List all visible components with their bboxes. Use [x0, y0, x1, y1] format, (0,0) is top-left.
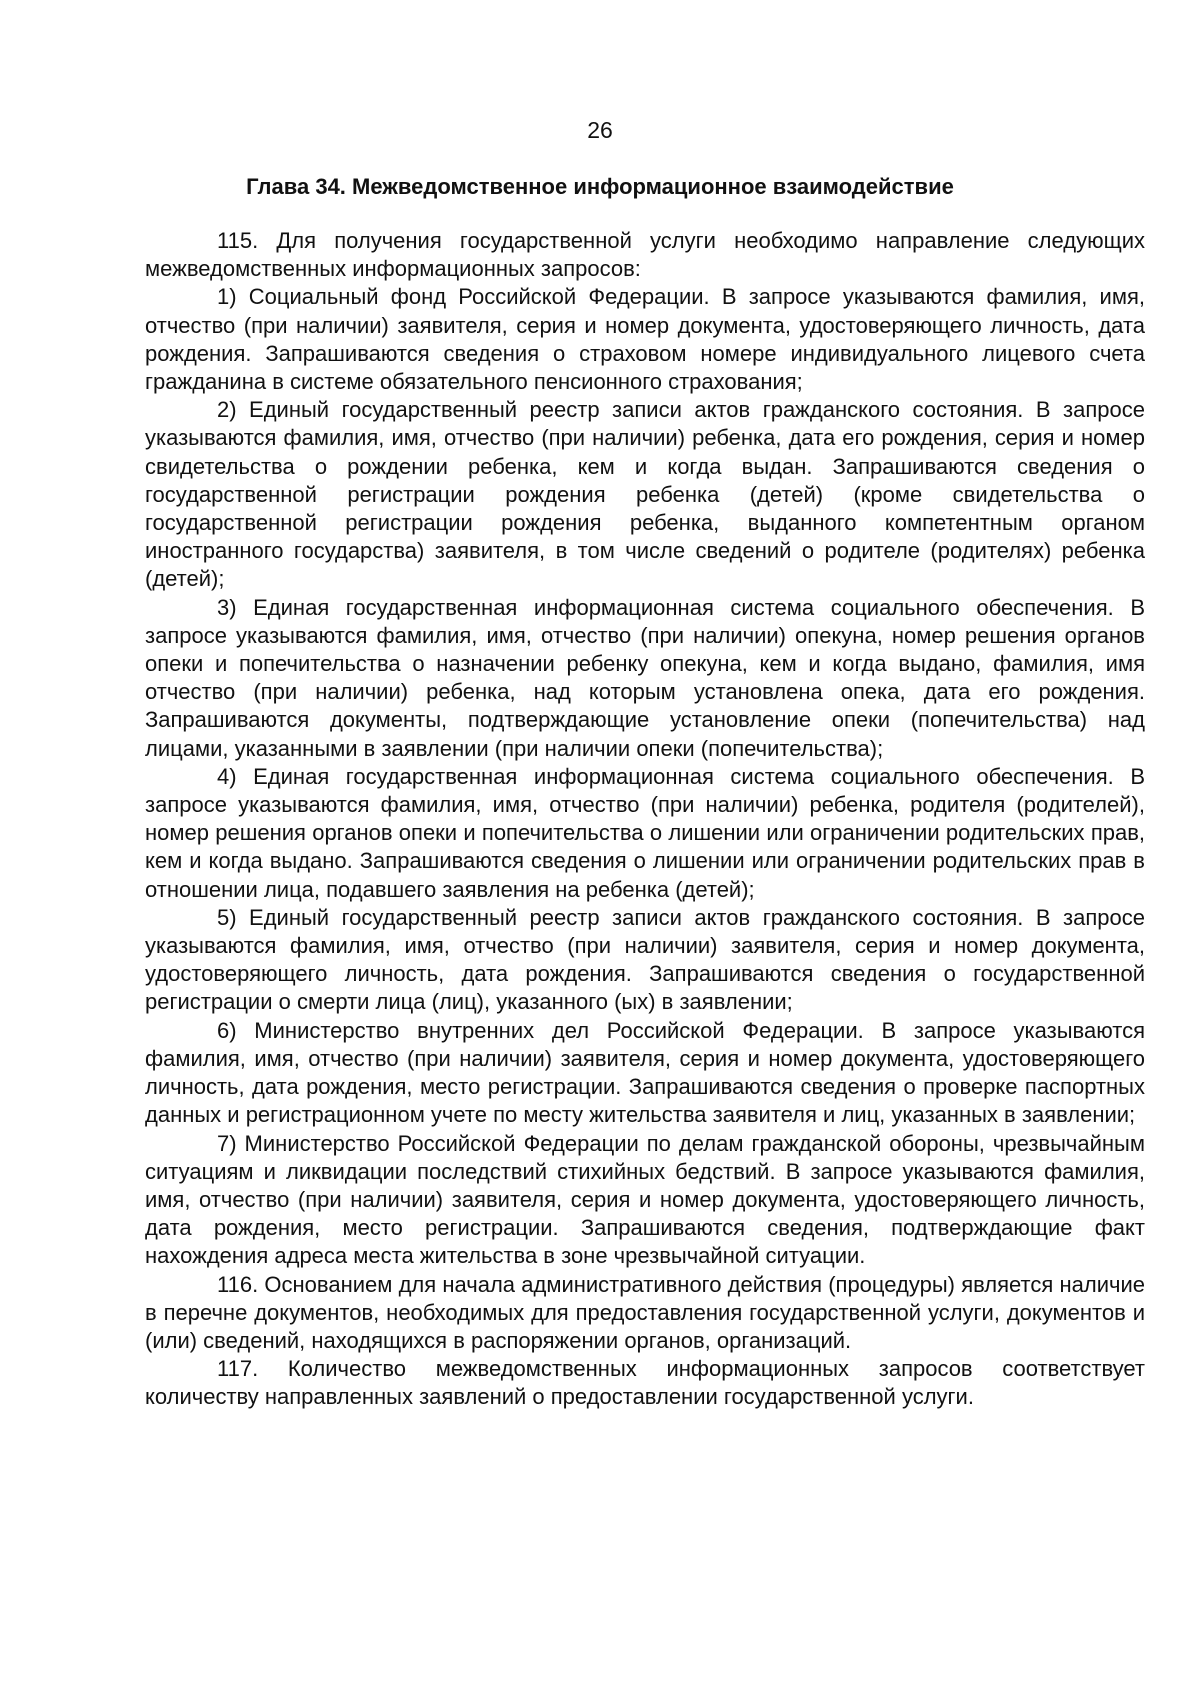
list-item-1: 1) Социальный фонд Российской Федерации. В запросе указываются фамилия, имя, отчество (при наличии) заявителя, серия и номер документа, удостоверяющего личность, дата рождения. Запрашиваются сведения о страховом номере индивидуального лицевого счета гражданина в системе обязательного пенсионного страхования; — [145, 284, 1145, 395]
list-item-6: 6) Министерство внутренних дел Российской Федерации. В запросе указываются фамилия, имя, отчество (при наличии) заявителя, серия и номер документа, удостоверяющего личность, дата рождения, место регистрации. Запрашиваются сведения о проверке паспортных данных и регистрационном учете по месту жительства заявителя и лиц, указанных в заявлении; — [145, 1017, 1145, 1128]
list-item-3: 3) Единая государственная информационная система социального обеспечения. В запросе указываются фамилия, имя, отчество (при наличии) опекуна, номер решения органов опеки и попечительства о назначении ребенку опекуна, кем и когда выдано, фамилия, имя отчество (при наличии) ребенка, над которым установлена опека, дата его рождения. Запрашиваются документы, подтверждающие установление опеки (попечительства) над лицами, указанными в заявлении (при наличии опеки (попечительства); — [145, 594, 1145, 761]
page-number: 26 — [587, 117, 613, 143]
list-item-5: 5) Единый государственный реестр записи актов гражданского состояния. В запросе указываются фамилия, имя, отчество (при наличии) заявителя, серия и номер документа, удостоверяющего личность, дата рождения. Запрашиваются сведения о государственной регистрации о смерти лица (лиц), указанного (ых) в заявлении; — [145, 904, 1145, 1015]
chapter-title: Глава 34. Межведомственное информационное взаимодействие — [246, 174, 954, 199]
paragraph-117: 117. Количество межведомственных информационных запросов соответствует количеству направленных заявлений о предоставлении государственной услуги. — [145, 1356, 1145, 1410]
document-body — [145, 227, 1145, 1412]
paragraph-116: 116. Основанием для начала административного действия (процедуры) является наличие в перечне документов, необходимых для предоставления государственной услуги, документов и (или) сведений, находящихся в распоряжении органов, организаций. — [145, 1271, 1145, 1353]
list-item-2: 2) Единый государственный реестр записи актов гражданского состояния. В запросе указываются фамилия, имя, отчество (при наличии) ребенка, дата его рождения, серия и номер свидетельства о рождении ребенка, кем и когда выдан. Запрашиваются сведения о государственной регистрации рождения ребенка (детей) (кроме свидетельства о государственной регистрации рождения ребенка, выданного компетентным органом иностранного государства) заявителя, в том числе сведений о родителе (родителях) ребенка (детей); — [145, 397, 1145, 592]
list-item-7: 7) Министерство Российской Федерации по делам гражданской обороны, чрезвычайным ситуациям и ликвидации последствий стихийных бедствий. В запросе указываются фамилия, имя, отчество (при наличии) заявителя, серия и номер документа, удостоверяющего личность, дата рождения, место регистрации. Запрашиваются сведения, подтверждающие факт нахождения адреса места жительства в зоне чрезвычайной ситуации. — [145, 1130, 1145, 1269]
paragraph-115: 115. Для получения государственной услуги необходимо направление следующих межведомственных информационных запросов: — [145, 228, 1145, 282]
list-item-4: 4) Единая государственная информационная система социального обеспечения. В запросе указываются фамилия, имя, отчество (при наличии) ребенка, родителя (родителей), номер решения органов опеки и попечительства о лишении или ограничении родительских прав, кем и когда выдано. Запрашиваются сведения о лишении или ограничении родительских прав в отношении лица, подавшего заявления на ребенка (детей); — [145, 763, 1145, 902]
